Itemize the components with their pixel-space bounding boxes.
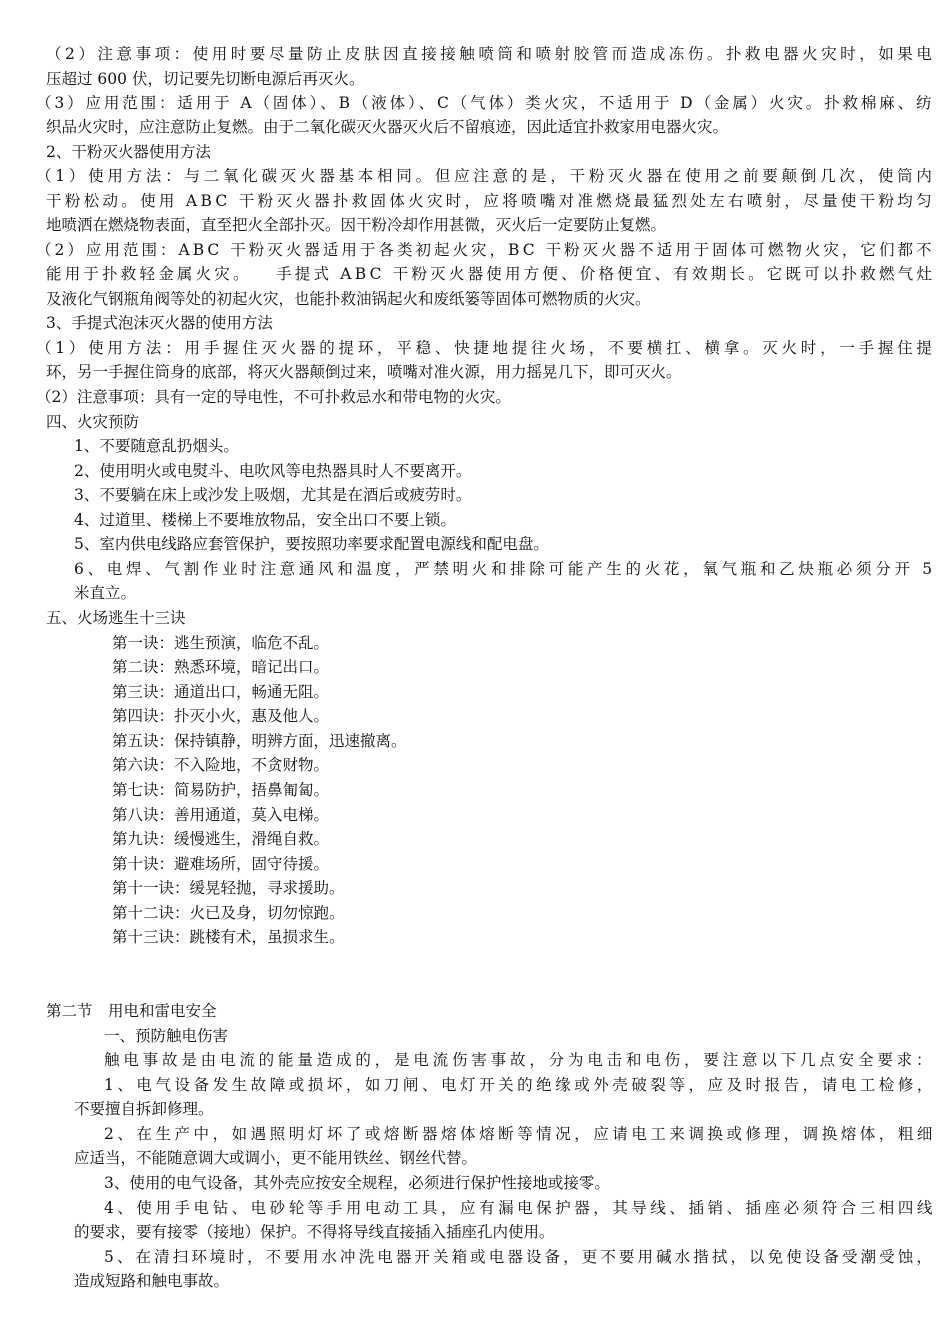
list-item: 第十一诀：缓晃轻抛，寻求援助。 xyxy=(112,879,345,897)
section-heading: 2、干粉灭火器使用方法 xyxy=(46,143,211,161)
text-line: （1）使用方法：与二氧化碳灭火器基本相同。但应注意的是，干粉灭火器在使用之前要颠倒几次，使筒内 xyxy=(36,167,936,185)
text-line: 米直立。 xyxy=(74,584,137,602)
list-item: 第二诀：熟悉环境，暗记出口。 xyxy=(112,658,330,676)
list-item: 3、使用的电气设备，其外壳应按安全规程，必须进行保护性接地或接零。 xyxy=(104,1174,610,1192)
list-item: 第三诀：通道出口，畅通无阻。 xyxy=(112,683,330,701)
text-line: 触电事故是由电流的能量造成的，是电流伤害事故，分为电击和电伤，要注意以下几点安全要求： xyxy=(104,1051,936,1069)
text-line: 压超过 600 伏，切记要先切断电源后再灭火。 xyxy=(46,70,365,88)
list-item: 第十二诀：火已及身，切勿惊跑。 xyxy=(112,904,345,922)
list-item: 4、过道里、楼梯上不要堆放物品，安全出口不要上锁。 xyxy=(74,511,456,529)
text-line: 及液化气钢瓶角阀等处的初起火灾，也能扑救油锅起火和废纸篓等固体可燃物质的火灾。 xyxy=(46,290,651,308)
text-line: （3）应用范围：适用于 A（固体）、B（液体）、C（气体）类火灾，不适用于 D（金属）火灾。扑救棉麻、纺 xyxy=(36,94,935,112)
list-item: 3、不要躺在床上或沙发上吸烟，尤其是在酒后或疲劳时。 xyxy=(74,486,472,504)
text-line: 地喷洒在燃烧物表面，直至把火全部扑灭。因干粉冷却作用甚微，灭火后一定要防止复燃。 xyxy=(46,216,667,234)
list-item: 1、电气设备发生故障或损坏，如刀闸、电灯开关的绝缘或外壳破裂等，应及时报告，请电工检修， xyxy=(104,1076,936,1094)
text-line: 环，另一手握住筒身的底部，将灭火器颠倒过来，喷嘴对准火源，用力摇晃几下，即可灭火。 xyxy=(46,363,682,381)
list-item: 第十三诀：跳楼有术，虽损求生。 xyxy=(112,928,345,946)
text-line: （2）注意事项：具有一定的导电性，不可扑救忌水和带电物的火灾。 xyxy=(36,388,511,406)
list-item: 4、使用手电钻、电砂轮等手用电动工具，应有漏电保护器，其导线、插销、插座必须符合三相四线 xyxy=(104,1199,936,1217)
section-heading: 一、预防触电伤害 xyxy=(104,1027,229,1045)
text-line: （2）注意事项：使用时要尽量防止皮肤因直接接触喷筒和喷射胶管而造成冻伤。扑救电器火灾时，如果电 xyxy=(46,45,936,63)
text-line: 造成短路和触电事故。 xyxy=(74,1272,230,1290)
list-item: 1、不要随意乱扔烟头。 xyxy=(74,437,239,455)
list-item: 第四诀：扑灭小火，惠及他人。 xyxy=(112,707,330,725)
list-item: 2、在生产中，如遇照明灯坏了或熔断器熔体熔断等情况，应请电工来调换或修理，调换熔体，粗细 xyxy=(104,1125,936,1143)
text-line: 能用于扑救轻金属火灾。 手提式 ABC 干粉灭火器使用方便、价格便宜、有效期长。它既可以扑救燃气灶 xyxy=(46,265,936,283)
list-item: 第七诀：简易防护，捂鼻匍匐。 xyxy=(112,781,330,799)
text-line: 不要擅自拆卸修理。 xyxy=(74,1100,214,1118)
list-item: 5、在清扫环境时，不要用水冲洗电器开关箱或电器设备，更不要用碱水揩拭，以免使设备受潮受蚀， xyxy=(104,1248,935,1266)
chapter-heading: 五、火场逃生十三诀 xyxy=(46,609,186,627)
list-item: 6、电焊、气割作业时注意通风和温度，严禁明火和排除可能产生的火花，氧气瓶和乙炔瓶必须分开 5 xyxy=(74,560,936,578)
list-item: 第十诀：避难场所，固守待援。 xyxy=(112,855,330,873)
text-line: 应适当，不能随意调大或调小，更不能用铁丝、钢丝代替。 xyxy=(74,1149,478,1167)
list-item: 第八诀：善用通道，莫入电梯。 xyxy=(112,806,330,824)
list-item: 第六诀：不入险地，不贪财物。 xyxy=(112,756,330,774)
text-line: 织品火灾时，应注意防止复燃。由于二氧化碳灭火器灭火后不留痕迹，因此适宜扑救家用电器火灾。 xyxy=(46,118,729,136)
chapter-heading: 四、火灾预防 xyxy=(46,413,140,431)
list-item: 2、使用明火或电熨斗、电吹风等电热器具时人不要离开。 xyxy=(74,462,472,480)
list-item: 第五诀：保持镇静，明辨方面，迅速撤离。 xyxy=(112,732,407,750)
text-line: 的要求，要有接零（接地）保护。不得将导线直接插入插座孔内使用。 xyxy=(74,1223,555,1241)
text-line: 干粉松动。使用 ABC 干粉灭火器扑救固体火灾时，应将喷嘴对准燃烧最猛烈处左右喷射，尽量使干粉均匀 xyxy=(46,192,935,210)
text-line: （1）使用方法：用手握住灭火器的提环，平稳、快捷地提往火场，不要横扛、横拿。灭火时，一手握住提 xyxy=(36,339,936,357)
list-item: 5、室内供电线路应套管保护，要按照功率要求配置电源线和配电盘。 xyxy=(74,535,549,553)
list-item: 第九诀：缓慢逃生，滑绳自救。 xyxy=(112,830,330,848)
section-title: 第二节 用电和雷电安全 xyxy=(46,1002,217,1020)
section-heading: 3、手提式泡沫灭火器的使用方法 xyxy=(46,314,273,332)
text-line: （2）应用范围：ABC 干粉灭火器适用于各类初起火灾，BC 干粉灭火器不适用于固体可燃物火灾，它们都不 xyxy=(36,241,935,259)
list-item: 第一诀：逃生预演，临危不乱。 xyxy=(112,634,330,652)
